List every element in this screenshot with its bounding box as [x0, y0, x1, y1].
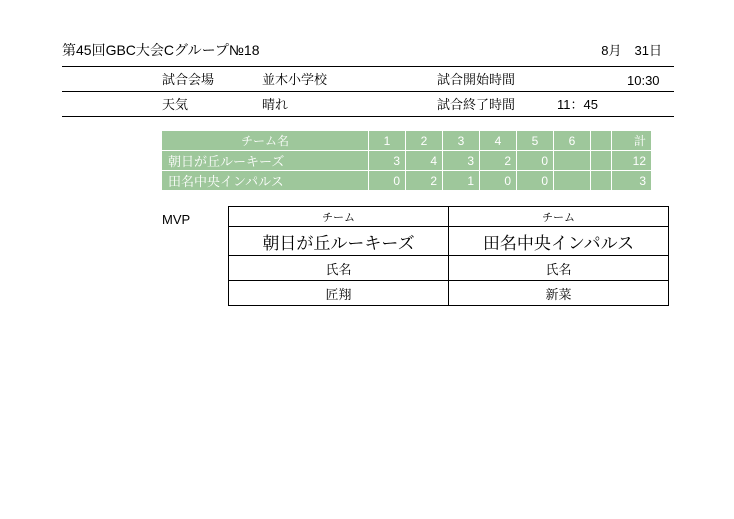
team-name-home: 朝日が丘ルーキーズ	[162, 151, 369, 171]
column-header-spacer	[591, 131, 612, 151]
score-home-inning-1: 3	[369, 151, 406, 171]
mvp-name-header-left: 氏名	[229, 256, 449, 281]
column-header-inning-2: 2	[406, 131, 443, 151]
score-home-inning-6	[554, 151, 591, 171]
score-home-inning-2: 4	[406, 151, 443, 171]
column-header-inning-4: 4	[480, 131, 517, 151]
venue-value: 並木小学校	[262, 72, 328, 87]
end-time-label: 試合終了時間	[437, 97, 516, 112]
start-time-label: 試合開始時間	[437, 72, 516, 87]
mvp-table	[228, 206, 669, 306]
score-away-total: 3	[612, 171, 652, 191]
team-name-away: 田名中央インパルス	[162, 171, 369, 191]
score-home-inning-4: 2	[480, 151, 517, 171]
mvp-team-header-right: チーム	[449, 207, 669, 227]
score-away-inning-2: 2	[406, 171, 443, 191]
score-home-inning-3: 3	[443, 151, 480, 171]
weather-value: 晴れ	[262, 97, 289, 112]
mvp-team-header-left: チーム	[229, 207, 449, 227]
score-away-inning-3: 1	[443, 171, 480, 191]
start-time-value: 10:30	[627, 73, 660, 88]
column-header-inning-6: 6	[554, 131, 591, 151]
column-header-inning-5: 5	[517, 131, 554, 151]
page-title: 第45回GBC大会Cグループ№18	[62, 42, 260, 58]
mvp-name-header-row	[229, 256, 669, 281]
info-row-weather	[62, 92, 674, 117]
venue-label: 試合会場	[162, 72, 215, 87]
score-home-spacer	[591, 151, 612, 171]
score-home-total: 12	[612, 151, 652, 171]
mvp-name-right: 新菜	[449, 281, 669, 306]
header-row	[62, 40, 674, 60]
score-away-inning-1: 0	[369, 171, 406, 191]
mvp-team-left: 朝日が丘ルーキーズ	[229, 227, 449, 256]
score-away-inning-5: 0	[517, 171, 554, 191]
mvp-name-header-right: 氏名	[449, 256, 669, 281]
table-row	[162, 171, 652, 191]
column-header-inning-3: 3	[443, 131, 480, 151]
score-home-inning-5: 0	[517, 151, 554, 171]
end-time-value: 11：45	[557, 97, 598, 112]
info-row-venue	[62, 66, 674, 92]
mvp-team-right: 田名中央インパルス	[449, 227, 669, 256]
game-date: 8月 31日	[601, 43, 662, 58]
column-header-inning-1: 1	[369, 131, 406, 151]
mvp-team-header-row	[229, 207, 669, 227]
score-table-header-row	[162, 131, 652, 151]
game-info-block	[62, 66, 674, 117]
score-table	[161, 130, 652, 191]
column-header-total: 計	[612, 131, 652, 151]
score-away-inning-4: 0	[480, 171, 517, 191]
column-header-team: チーム名	[162, 131, 369, 151]
score-away-inning-6	[554, 171, 591, 191]
mvp-name-row	[229, 281, 669, 306]
weather-label: 天気	[162, 97, 189, 112]
mvp-name-left: 匠翔	[229, 281, 449, 306]
mvp-label: MVP	[162, 212, 191, 227]
table-row	[162, 151, 652, 171]
mvp-team-row	[229, 227, 669, 256]
score-away-spacer	[591, 171, 612, 191]
